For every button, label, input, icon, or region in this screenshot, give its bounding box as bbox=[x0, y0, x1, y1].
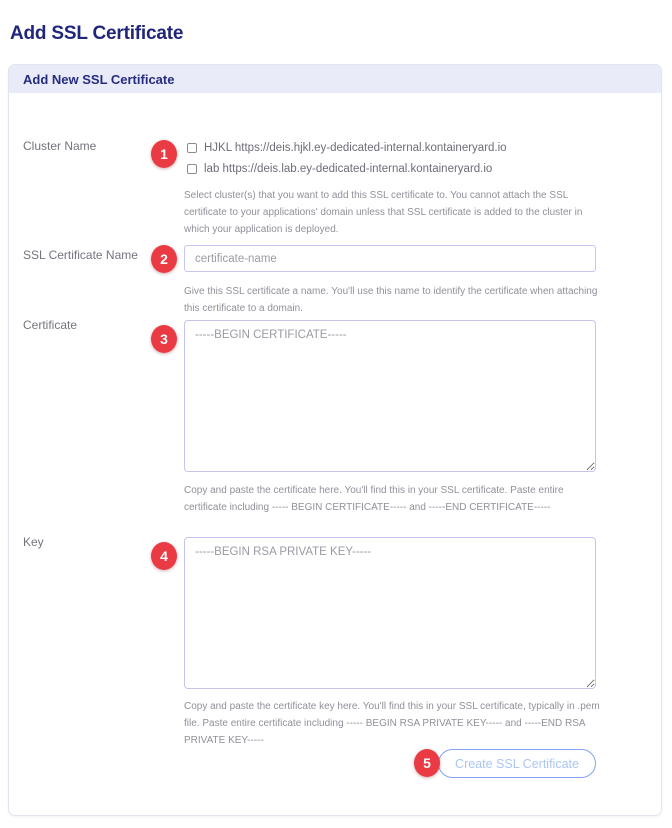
annotation-badge-2 bbox=[151, 245, 177, 273]
key-label: Key bbox=[23, 535, 44, 549]
certificate-label: Certificate bbox=[23, 318, 78, 332]
page-title: Add SSL Certificate bbox=[10, 22, 184, 44]
cluster-option-label-hjkl[interactable]: HJKL https://deis.hjkl.ey-dedicated-internal.kontaineryard.io bbox=[204, 142, 507, 154]
annotation-badge-2-number: 2 bbox=[160, 251, 168, 267]
create-ssl-certificate-button[interactable]: Create SSL Certificate bbox=[438, 749, 596, 778]
annotation-badge-1-number: 1 bbox=[160, 146, 168, 162]
ssl-certificate-name-help-text: Give this SSL certificate a name. You'll use this name to identify the certificate when attaching this certificate to a domain. bbox=[184, 286, 598, 314]
cluster-option-label-lab[interactable]: lab https://deis.lab.ey-dedicated-internal.kontaineryard.io bbox=[204, 163, 493, 175]
ssl-certificate-name-label: SSL Certificate Name bbox=[23, 248, 138, 262]
cluster-name-label: Cluster Name bbox=[23, 139, 97, 153]
certificate-textarea[interactable] bbox=[184, 320, 596, 472]
cluster-checkbox-lab[interactable] bbox=[187, 164, 197, 174]
cluster-help-text: Select cluster(s) that you want to add this SSL certificate to. You cannot attach the SSL certificate to your applications' domain unless that SSL certificate is added to the cluster in which your application is deployed. bbox=[184, 190, 583, 235]
ssl-certificate-name-input[interactable] bbox=[184, 245, 596, 272]
annotation-badge-3-number: 3 bbox=[160, 331, 168, 347]
annotation-badge-5 bbox=[414, 749, 440, 777]
key-textarea[interactable] bbox=[184, 537, 596, 689]
cluster-option-row-lab bbox=[187, 162, 492, 176]
annotation-badge-4-number: 4 bbox=[160, 548, 168, 564]
annotation-badge-5-number: 5 bbox=[423, 755, 431, 771]
card-header-title: Add New SSL Certificate bbox=[23, 71, 175, 87]
annotation-badge-1 bbox=[151, 140, 177, 168]
cluster-checkbox-hjkl[interactable] bbox=[187, 143, 197, 153]
annotation-badge-4 bbox=[151, 542, 177, 570]
add-ssl-certificate-card bbox=[8, 64, 662, 816]
cluster-option-row-hjkl bbox=[187, 141, 507, 155]
card-header bbox=[9, 65, 661, 93]
certificate-help-text: Copy and paste the certificate here. You'll find this in your SSL certificate. Paste entire certificate including ----- BEGIN CERTIFICATE----- and -----END CERTIFICATE----- bbox=[184, 485, 564, 513]
annotation-badge-3 bbox=[151, 325, 177, 353]
key-help-text: Copy and paste the certificate key here. You'll find this in your SSL certificate, typically in .pem file. Paste entire certificate including ----- BEGIN RSA PRIVATE KEY----- and -----END RSA PRIVATE KEY----- bbox=[184, 701, 600, 746]
